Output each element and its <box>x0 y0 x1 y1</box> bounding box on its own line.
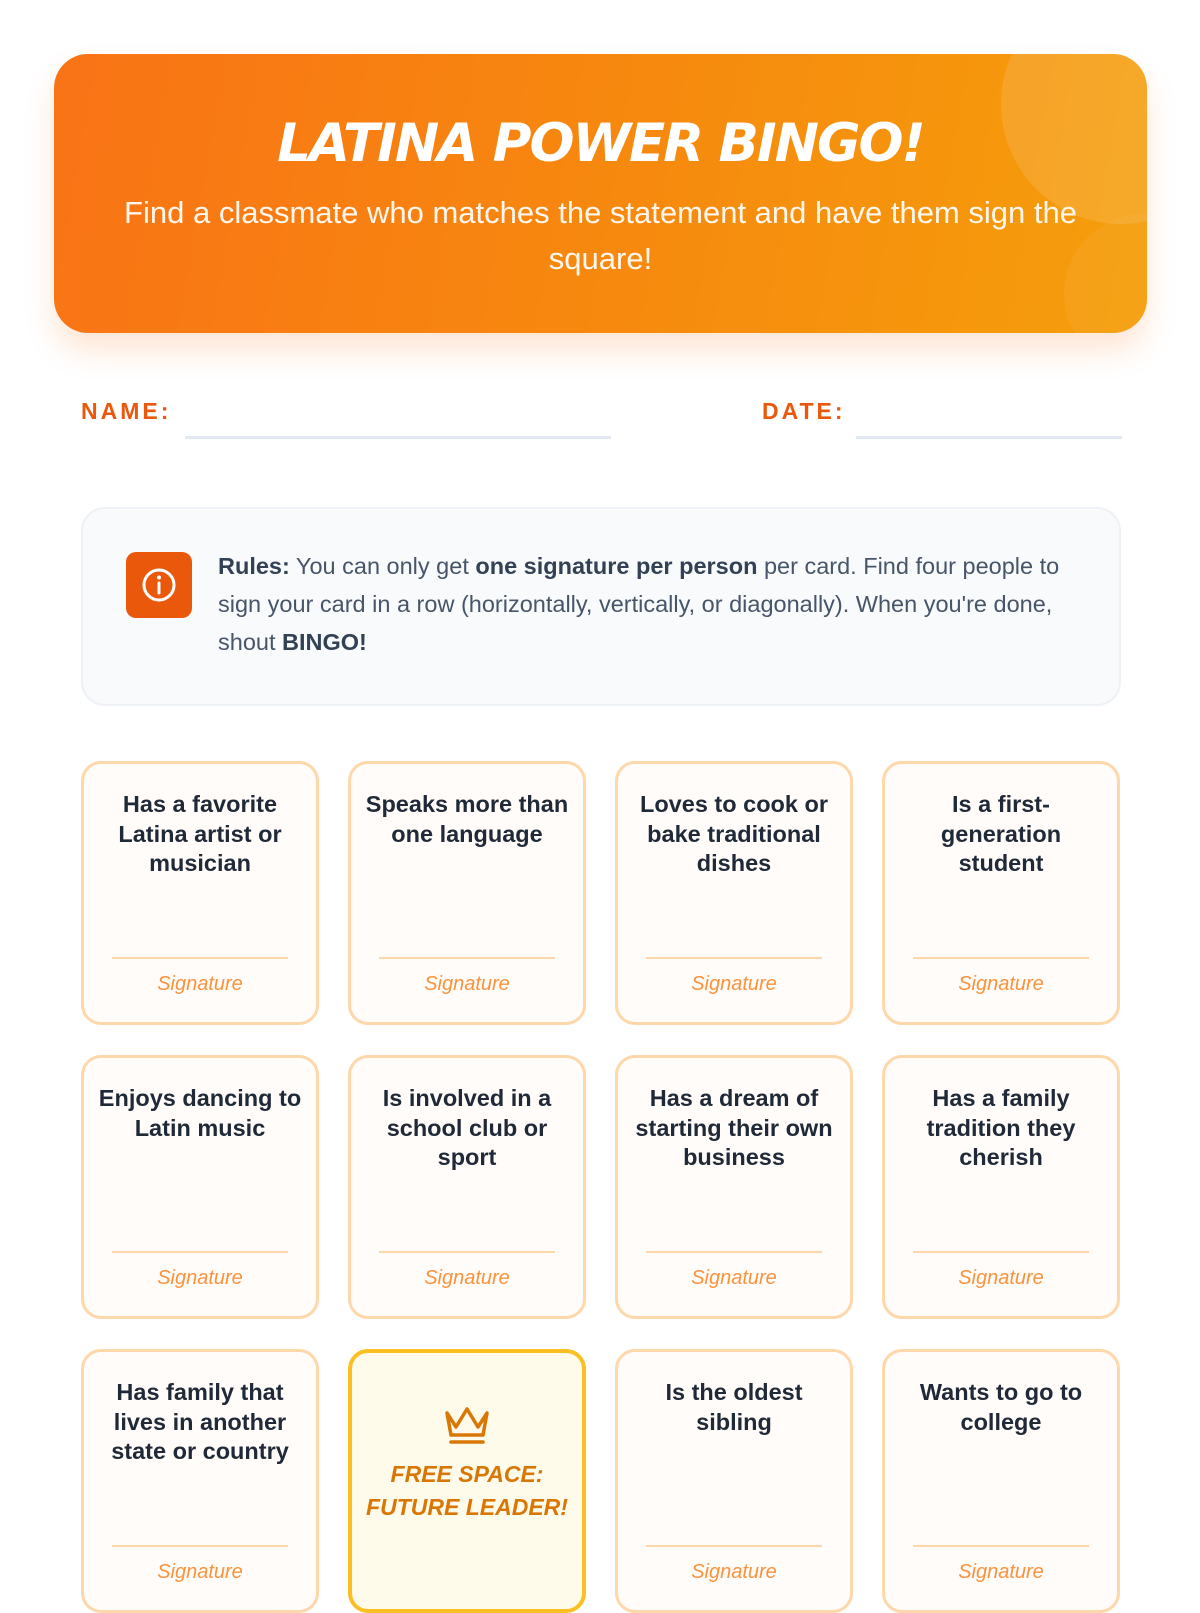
rules-label: Rules: <box>218 553 290 579</box>
bingo-square[interactable] <box>81 1349 319 1613</box>
signature-label: Signature <box>691 1561 777 1583</box>
rules-box <box>81 507 1121 706</box>
free-space-text: FREE SPACE: FUTURE LEADER! <box>366 1461 568 1520</box>
signature-label: Signature <box>424 1267 510 1289</box>
signature-line[interactable] <box>112 1545 288 1547</box>
signature-label: Signature <box>157 1561 243 1583</box>
rules-emphasis: one signature per person <box>475 553 758 579</box>
signature-label: Signature <box>691 1267 777 1289</box>
free-space-square[interactable] <box>348 1349 586 1613</box>
signature-line[interactable] <box>379 1251 555 1253</box>
square-statement: Is a first-generation student <box>940 791 1062 876</box>
signature-line[interactable] <box>913 957 1089 959</box>
signature-line[interactable] <box>379 957 555 959</box>
bingo-square[interactable] <box>882 761 1120 1025</box>
bingo-square[interactable] <box>81 1055 319 1319</box>
bingo-square[interactable] <box>882 1055 1120 1319</box>
bingo-square[interactable] <box>615 1349 853 1613</box>
page-subtitle: Find a classmate who matches the statement and have them sign the square! <box>124 195 1077 276</box>
signature-line[interactable] <box>646 957 822 959</box>
info-icon <box>126 552 192 618</box>
bingo-square[interactable] <box>348 1055 586 1319</box>
signature-label: Signature <box>958 1267 1044 1289</box>
signature-line[interactable] <box>646 1545 822 1547</box>
square-statement: Wants to go to college <box>919 1379 1083 1435</box>
square-statement: Speaks more than one language <box>365 791 569 847</box>
rules-shout: BINGO! <box>282 629 367 655</box>
square-statement: Has a dream of starting their own business <box>635 1085 833 1170</box>
signature-label: Signature <box>958 973 1044 995</box>
signature-line[interactable] <box>112 957 288 959</box>
bingo-square[interactable] <box>615 1055 853 1319</box>
square-statement: Has a family tradition they cherish <box>926 1085 1076 1170</box>
rules-part2: per card. Find four people to sign your card in a row (horizontally, vertically, or diagonally). When you're done, shout <box>218 553 1060 655</box>
rules-part1: You can only get <box>289 553 476 579</box>
square-statement: Has a favorite Latina artist or musician <box>118 791 282 876</box>
signature-label: Signature <box>157 1267 243 1289</box>
signature-line[interactable] <box>112 1251 288 1253</box>
title-banner <box>54 54 1147 333</box>
bingo-square[interactable] <box>882 1349 1120 1613</box>
signature-line[interactable] <box>646 1251 822 1253</box>
name-field[interactable] <box>81 398 611 442</box>
bingo-square[interactable] <box>348 761 586 1025</box>
bingo-square[interactable] <box>615 761 853 1025</box>
bingo-square[interactable] <box>81 761 319 1025</box>
date-field[interactable] <box>762 398 1122 442</box>
square-statement: Is involved in a school club or sport <box>382 1085 552 1170</box>
signature-label: Signature <box>691 973 777 995</box>
signature-label: Signature <box>424 973 510 995</box>
signature-line[interactable] <box>913 1545 1089 1547</box>
square-statement: Is the oldest sibling <box>665 1379 803 1435</box>
name-label: NAME: <box>81 398 172 424</box>
signature-line[interactable] <box>913 1251 1089 1253</box>
date-label: DATE: <box>762 398 846 424</box>
square-statement: Has family that lives in another state or country <box>111 1379 289 1464</box>
square-statement: Enjoys dancing to Latin music <box>98 1085 302 1141</box>
rules-text <box>218 547 1088 661</box>
square-statement: Loves to cook or bake traditional dishes <box>639 791 829 876</box>
name-underline[interactable] <box>185 436 611 439</box>
crown-icon <box>352 1403 582 1447</box>
signature-label: Signature <box>958 1561 1044 1583</box>
signature-label: Signature <box>157 973 243 995</box>
page-title: LATINA POWER BINGO! <box>277 113 924 174</box>
date-underline[interactable] <box>856 436 1122 439</box>
